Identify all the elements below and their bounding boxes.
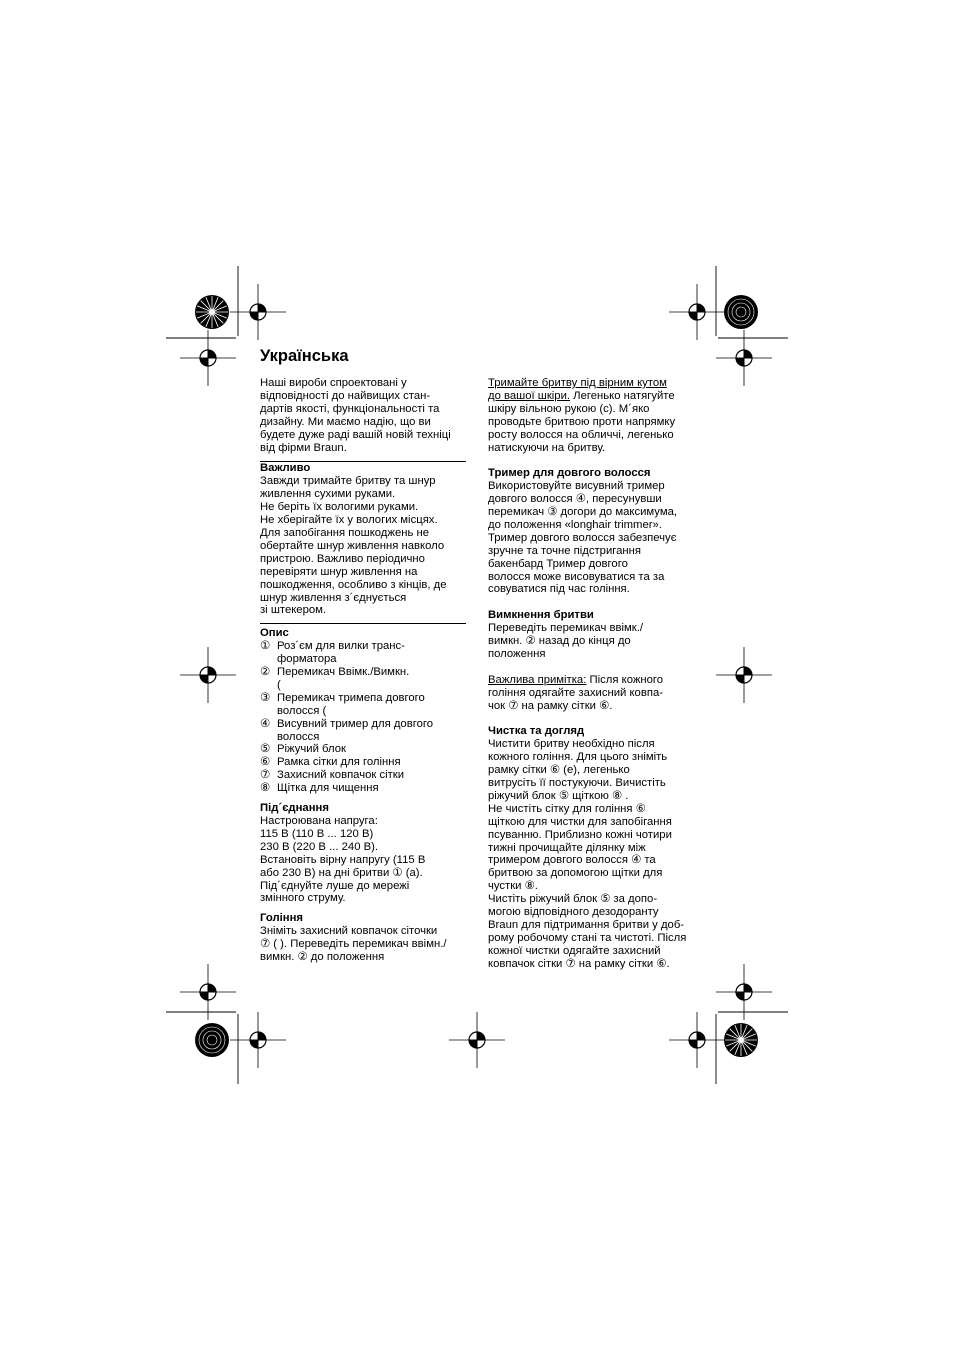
list-item: ⑦ Захисний ковпачок сітки xyxy=(260,769,405,782)
right-column xyxy=(488,377,694,971)
list-item: ⑤ Ріжучий блок xyxy=(260,743,346,756)
important-section xyxy=(260,461,466,617)
list-item: ③ Перемикач тримепа довгого волосся ( xyxy=(260,691,425,717)
intro-text: Наші вироби спроектовані у відповідності до найвищих стан- дартів якості, функціональності та дизайну. Ми маємо надію, що ви будете дуже раді вашій новій техніці від фірми Braun. xyxy=(260,377,451,454)
shaving-text: Зніміть захисний ковпачок сіточки ⑦ ( ). Переведіть перемикач ввімн./ вимкн. ② до положення xyxy=(260,925,447,964)
angle-underlined: Тримайте бритву під вірним кутом до вашої шкіри. xyxy=(488,377,667,402)
list-item: ④ Висувний тример для довгого волосся xyxy=(260,717,434,743)
note-rest: Після кожного гоління одягайте захисний ковпа- чок ⑦ на рамку сітки ⑥. xyxy=(488,673,664,712)
important-text: Завжди тримайте бритву та шнур живлення сухими руками. Не беріть їх вологими руками. Не хберігайте їх у вологих місцях. Для запобігання пошкоджень не обертайте шнур живлення навколо пристрою. Важливо періодично перевіряти шнур живлення на пошкодження, особливо з кінців, де шнур живлення з´єднується зі штекером. xyxy=(260,475,447,617)
angle-text xyxy=(488,377,694,454)
connection-section xyxy=(260,802,466,905)
switch-off-heading: Вимкнення бритви xyxy=(488,609,594,622)
left-column xyxy=(260,377,466,964)
list-item: ② Перемикач Ввімк./Вимкн. ( xyxy=(260,666,410,691)
list-item: ⑧ Щітка для чищення xyxy=(260,782,379,795)
connection-heading: Під´єднання xyxy=(260,802,329,815)
connection-text: Настроювана напруга: 115 В (110 В ... 120 В) 230 В (220 В ... 240 В). Встановіть вірну напругу (115 В або 230 В) на дні бритви ① (а). Під´єднуйте луше до мережі змінного струму. xyxy=(260,815,426,905)
switch-off-text: Переведіть перемикач ввімк./ вимкн. ② назад до кінця до положення xyxy=(488,622,643,660)
description-heading: Опис xyxy=(260,627,289,640)
list-item: ① Роз´єм для вилки транс- форматора xyxy=(260,640,405,666)
note-text xyxy=(488,674,694,713)
shaving-section xyxy=(260,912,466,964)
cleaning-section xyxy=(488,725,694,970)
important-heading: Важливо xyxy=(260,462,311,475)
cleaning-heading: Чистка та догляд xyxy=(488,725,585,738)
description-section xyxy=(260,623,466,795)
shaving-heading: Гоління xyxy=(260,912,304,925)
angle-rest: Легенько натягуйте шкіру вільною рукою (с). М´яко проводьте бритвою проти напрямку росту волосся на обличчі, легенько натискуючи на бритву. xyxy=(488,389,676,454)
parts-list xyxy=(260,640,466,795)
switch-off-section xyxy=(488,609,694,661)
trimmer-text: Використовуйте висувний тример довгого волосся ④, пересунувши перемикач ③ догори до максимума, до положення «longhair trimmer». Тример довгого волосся забезпечує зручне та точне підстригання бакенбард Тример довгого волосся може висовуватися та за совуватися під час гоління. xyxy=(488,480,678,596)
note-underlined: Важлива примітка: xyxy=(488,673,587,686)
list-item: ⑥ Рамка сітки для гоління xyxy=(260,756,401,769)
trimmer-section xyxy=(488,467,694,596)
cleaning-text: Чистити бритву необхідно після кожного гоління. Для цього зніміть рамку сітки ⑥ (е), легенько витрусіть її постукуючи. Вичистіть ріжучий блок ⑤ щіткою ⑧ . Не чистіть сітку для гоління ⑥ щіткою для чистки для запобігання псуванню. Приблизно кожні чотири тижні прочищайте ділянку між тримером довгого волосся ④ та бритвою за допомогою щітки для чустки ⑧. Чистіть ріжучий блок ⑤ за допо- могою відповідного дезодоранту Braun для підтримання бритви у доб- рому робочому стані та чистоті. Після кожної чистки одягайте захисний ковпачок сітки ⑦ на рамку сітки ⑥. xyxy=(488,738,687,970)
trimmer-heading: Тример для довгого волосся xyxy=(488,467,651,480)
page-title: Українська xyxy=(260,347,349,365)
